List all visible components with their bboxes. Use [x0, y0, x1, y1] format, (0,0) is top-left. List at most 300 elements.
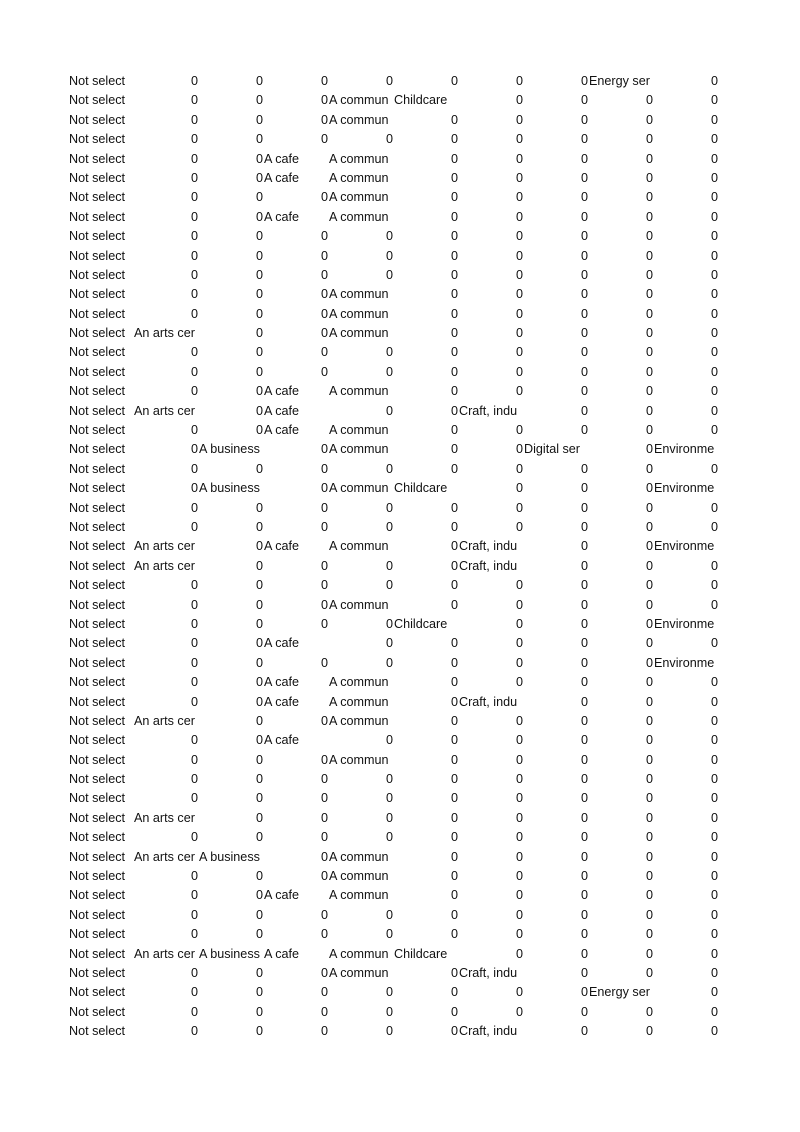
table-cell: 0 [710, 558, 718, 573]
table-cell: 0 [450, 772, 458, 787]
table-cell: A commun [329, 170, 389, 185]
table-cell: Not select [69, 1004, 125, 1019]
table-cell: 0 [255, 461, 263, 476]
table-row [69, 382, 717, 401]
table-cell: 0 [710, 519, 718, 534]
table-cell: 0 [190, 442, 198, 457]
table-cell: 0 [385, 519, 393, 534]
table-cell: 0 [515, 616, 523, 631]
table-row [69, 789, 717, 808]
table-cell: 0 [580, 384, 588, 399]
table-cell: Not select [69, 345, 125, 360]
table-cell: Not select [69, 713, 125, 728]
table-cell: 0 [515, 907, 523, 922]
table-cell: 0 [255, 578, 263, 593]
table-cell: 0 [580, 694, 588, 709]
table-cell: 0 [385, 655, 393, 670]
table-cell: 0 [580, 229, 588, 244]
table-cell: 0 [190, 190, 198, 205]
table-cell: Not select [69, 500, 125, 515]
table-cell: 0 [580, 248, 588, 263]
table-cell: 0 [320, 1024, 328, 1039]
table-cell: 0 [190, 287, 198, 302]
table-row [69, 693, 717, 712]
table-row [69, 557, 717, 576]
table-cell: 0 [190, 578, 198, 593]
table-row [69, 208, 717, 227]
table-cell: Not select [69, 927, 125, 942]
table-row [69, 499, 717, 518]
table-cell: 0 [515, 597, 523, 612]
table-cell: 0 [450, 326, 458, 341]
table-cell: 0 [255, 267, 263, 282]
table-cell: 0 [190, 927, 198, 942]
table-cell: 0 [580, 500, 588, 515]
table-cell: 0 [710, 985, 718, 1000]
table-cell: Childcare [394, 481, 448, 496]
table-row [69, 169, 717, 188]
table-cell: 0 [710, 810, 718, 825]
table-cell: 0 [645, 694, 653, 709]
table-row [69, 343, 717, 362]
table-cell: 0 [645, 345, 653, 360]
table-cell: 0 [580, 597, 588, 612]
table-cell: 0 [385, 927, 393, 942]
table-cell: 0 [710, 93, 718, 108]
table-cell: 0 [580, 423, 588, 438]
table-cell: 0 [710, 791, 718, 806]
table-cell: 0 [450, 267, 458, 282]
table-cell: Not select [69, 461, 125, 476]
table-cell: Not select [69, 209, 125, 224]
table-cell: 0 [710, 578, 718, 593]
table-cell: 0 [450, 558, 458, 573]
table-cell: 0 [255, 326, 263, 341]
table-cell: A commun [329, 306, 389, 321]
table-cell: 0 [710, 248, 718, 263]
table-cell: 0 [515, 74, 523, 88]
table-cell: 0 [710, 267, 718, 282]
table-cell: 0 [515, 675, 523, 690]
table-cell: 0 [515, 112, 523, 127]
table-cell: 0 [580, 675, 588, 690]
table-row [69, 731, 717, 750]
table-cell: 0 [645, 636, 653, 651]
table-cell: Craft, indu [459, 558, 518, 573]
table-cell: 0 [645, 403, 653, 418]
table-cell: 0 [190, 306, 198, 321]
table-cell: 0 [710, 713, 718, 728]
table-cell: 0 [255, 616, 263, 631]
table-cell: Craft, indu [459, 694, 518, 709]
table-cell: 0 [190, 733, 198, 748]
table-cell: 0 [450, 519, 458, 534]
table-cell: 0 [515, 869, 523, 884]
table-cell: 0 [645, 655, 653, 670]
table-cell: 0 [710, 170, 718, 185]
table-cell: 0 [580, 461, 588, 476]
table-cell: An arts cer [134, 713, 195, 728]
table-cell: 0 [320, 442, 328, 457]
table-cell: Not select [69, 442, 125, 457]
table-cell: 0 [255, 132, 263, 147]
table-cell: 0 [710, 500, 718, 515]
table-cell: 0 [450, 965, 458, 980]
table-cell: 0 [320, 927, 328, 942]
table-row [69, 1022, 717, 1041]
table-row [69, 91, 717, 110]
table-cell: 0 [450, 888, 458, 903]
table-cell: 0 [645, 597, 653, 612]
table-cell: 0 [255, 209, 263, 224]
table-cell: 0 [255, 869, 263, 884]
table-row [69, 828, 717, 847]
table-cell: 0 [255, 170, 263, 185]
table-cell: 0 [645, 946, 653, 961]
table-cell: Not select [69, 655, 125, 670]
table-cell: 0 [580, 616, 588, 631]
table-cell: A commun [329, 326, 389, 341]
table-cell: 0 [255, 558, 263, 573]
table-cell: 0 [710, 772, 718, 787]
table-cell: 0 [190, 112, 198, 127]
table-cell: Not select [69, 423, 125, 438]
table-cell: 0 [645, 713, 653, 728]
table-cell: An arts cer [134, 810, 195, 825]
table-cell: 0 [385, 229, 393, 244]
table-cell: 0 [255, 752, 263, 767]
table-row [69, 440, 717, 459]
table-cell: 0 [580, 539, 588, 554]
table-cell: 0 [320, 869, 328, 884]
table-cell: 0 [385, 248, 393, 263]
table-cell: 0 [450, 655, 458, 670]
table-cell: 0 [645, 190, 653, 205]
table-cell: 0 [255, 1024, 263, 1039]
table-cell: 0 [580, 965, 588, 980]
table-cell: 0 [580, 209, 588, 224]
table-cell: 0 [320, 132, 328, 147]
table-row [69, 188, 717, 207]
table-cell: 0 [190, 907, 198, 922]
table-cell: 0 [515, 190, 523, 205]
table-cell: 0 [515, 519, 523, 534]
table-cell: 0 [320, 326, 328, 341]
table-cell: A commun [329, 713, 389, 728]
table-cell: Not select [69, 985, 125, 1000]
table-cell: 0 [710, 694, 718, 709]
table-cell: 0 [580, 927, 588, 942]
table-row [69, 634, 717, 653]
table-cell: 0 [255, 229, 263, 244]
table-row [69, 479, 717, 498]
table-cell: A cafe [264, 694, 300, 709]
table-cell: Not select [69, 869, 125, 884]
table-row [69, 596, 717, 615]
table-cell: Not select [69, 248, 125, 263]
table-cell: 0 [580, 151, 588, 166]
table-cell: 0 [255, 112, 263, 127]
table-cell: 0 [255, 403, 263, 418]
table-cell: 0 [515, 791, 523, 806]
table-cell: 0 [385, 830, 393, 845]
table-cell: 0 [320, 791, 328, 806]
table-cell: 0 [450, 713, 458, 728]
table-cell: Energy ser [589, 74, 650, 88]
table-cell: Not select [69, 384, 125, 399]
table-row [69, 848, 717, 867]
table-cell: 0 [710, 287, 718, 302]
table-cell: 0 [385, 772, 393, 787]
table-row [69, 576, 717, 595]
table-cell: 0 [255, 772, 263, 787]
table-cell: 0 [515, 229, 523, 244]
table-cell: 0 [645, 888, 653, 903]
table-cell: 0 [580, 810, 588, 825]
table-row [69, 537, 717, 556]
table-cell: 0 [515, 287, 523, 302]
table-cell: 0 [580, 403, 588, 418]
table-cell: 0 [190, 636, 198, 651]
table-cell: 0 [515, 442, 523, 457]
table-cell: 0 [515, 830, 523, 845]
table-cell: 0 [450, 791, 458, 806]
table-cell: Craft, indu [459, 965, 518, 980]
table-cell: 0 [450, 694, 458, 709]
table-cell: 0 [190, 481, 198, 496]
table-cell: Energy ser [589, 985, 650, 1000]
table-cell: 0 [320, 655, 328, 670]
table-row [69, 421, 717, 440]
table-cell: 0 [450, 364, 458, 379]
table-row [69, 227, 717, 246]
table-cell: 0 [320, 985, 328, 1000]
table-cell: A cafe [264, 539, 300, 554]
table-cell: 0 [515, 209, 523, 224]
table-cell: Not select [69, 364, 125, 379]
table-cell: 0 [385, 74, 393, 88]
table-cell: Environme [654, 616, 715, 631]
table-row [69, 615, 717, 634]
table-cell: 0 [450, 112, 458, 127]
table-cell: 0 [450, 985, 458, 1000]
table-cell: 0 [580, 946, 588, 961]
table-cell: 0 [645, 907, 653, 922]
table-cell: Not select [69, 772, 125, 787]
table-row [69, 111, 717, 130]
table-row [69, 945, 717, 964]
table-cell: A business [199, 442, 260, 457]
table-cell: 0 [515, 481, 523, 496]
table-cell: Not select [69, 849, 125, 864]
table-cell: Not select [69, 636, 125, 651]
table-cell: 0 [710, 461, 718, 476]
table-cell: 0 [385, 907, 393, 922]
table-cell: 0 [320, 752, 328, 767]
table-cell: 0 [515, 849, 523, 864]
table-cell: 0 [190, 597, 198, 612]
table-cell: 0 [515, 170, 523, 185]
table-cell: 0 [580, 752, 588, 767]
table-cell: 0 [385, 345, 393, 360]
table-cell: A cafe [264, 209, 300, 224]
table-cell: 0 [450, 287, 458, 302]
table-row [69, 324, 717, 343]
table-cell: 0 [580, 306, 588, 321]
table-cell: A commun [329, 869, 389, 884]
table-cell: 0 [450, 132, 458, 147]
table-row [69, 460, 717, 479]
table-cell: Not select [69, 830, 125, 845]
table-row [69, 1003, 717, 1022]
table-cell: A cafe [264, 423, 300, 438]
table-cell: 0 [450, 209, 458, 224]
table-cell: 0 [385, 616, 393, 631]
table-cell: 0 [190, 694, 198, 709]
table-cell: 0 [450, 500, 458, 515]
table-cell: 0 [710, 1024, 718, 1039]
table-cell: Not select [69, 888, 125, 903]
table-cell: 0 [645, 481, 653, 496]
table-cell: 0 [255, 539, 263, 554]
table-cell: 0 [255, 1004, 263, 1019]
table-cell: 0 [515, 267, 523, 282]
table-cell: 0 [320, 287, 328, 302]
table-cell: 0 [320, 190, 328, 205]
table-cell: 0 [450, 907, 458, 922]
table-cell: 0 [645, 209, 653, 224]
table-cell: Not select [69, 287, 125, 302]
table-cell: 0 [645, 1004, 653, 1019]
table-cell: 0 [645, 248, 653, 263]
table-cell: 0 [710, 946, 718, 961]
table-cell: 0 [190, 616, 198, 631]
table-cell: 0 [515, 500, 523, 515]
table-cell: 0 [645, 442, 653, 457]
table-cell: 0 [450, 190, 458, 205]
table-row [69, 363, 717, 382]
table-cell: 0 [190, 384, 198, 399]
table-cell: 0 [385, 132, 393, 147]
table-cell: A commun [329, 384, 389, 399]
table-cell: 0 [320, 364, 328, 379]
table-cell: 0 [190, 519, 198, 534]
table-cell: 0 [515, 132, 523, 147]
table-cell: 0 [320, 616, 328, 631]
table-cell: 0 [450, 74, 458, 88]
table-cell: 0 [645, 810, 653, 825]
table-cell: Not select [69, 752, 125, 767]
table-cell: 0 [580, 267, 588, 282]
table-cell: Digital ser [524, 442, 580, 457]
table-row [69, 712, 717, 731]
table-cell: Childcare [394, 93, 448, 108]
table-cell: 0 [385, 985, 393, 1000]
table-cell: 0 [255, 151, 263, 166]
table-cell: 0 [320, 345, 328, 360]
table-cell: Not select [69, 519, 125, 534]
table-cell: 0 [645, 93, 653, 108]
table-cell: Childcare [394, 616, 448, 631]
table-cell: 0 [580, 190, 588, 205]
table-cell: Environme [654, 481, 715, 496]
table-cell: 0 [255, 93, 263, 108]
table-cell: 0 [710, 675, 718, 690]
table-cell: 0 [645, 519, 653, 534]
table-cell: 0 [190, 772, 198, 787]
table-row [69, 673, 717, 692]
table-cell: 0 [710, 927, 718, 942]
table-cell: 0 [320, 248, 328, 263]
table-cell: 0 [255, 733, 263, 748]
table-cell: 0 [645, 733, 653, 748]
table-cell: 0 [710, 403, 718, 418]
table-cell: 0 [450, 423, 458, 438]
table-cell: 0 [710, 888, 718, 903]
table-row [69, 809, 717, 828]
table-cell: A commun [329, 946, 389, 961]
table-cell: Not select [69, 946, 125, 961]
table-cell: 0 [190, 93, 198, 108]
table-cell: 0 [450, 869, 458, 884]
table-cell: 0 [385, 1024, 393, 1039]
table-cell: 0 [320, 461, 328, 476]
table-cell: 0 [710, 132, 718, 147]
table-cell: 0 [710, 364, 718, 379]
table-cell: 0 [255, 384, 263, 399]
table-cell: 0 [580, 869, 588, 884]
table-cell: 0 [320, 578, 328, 593]
table-cell: A commun [329, 888, 389, 903]
table-row [69, 654, 717, 673]
table-cell: Not select [69, 810, 125, 825]
table-cell: 0 [515, 985, 523, 1000]
table-cell: A commun [329, 423, 389, 438]
table-cell: Not select [69, 481, 125, 496]
table-cell: 0 [645, 616, 653, 631]
table-cell: 0 [710, 965, 718, 980]
table-cell: 0 [710, 849, 718, 864]
table-cell: 0 [320, 1004, 328, 1019]
table-cell: Craft, indu [459, 1024, 518, 1039]
table-cell: An arts cer [134, 539, 195, 554]
table-cell: 0 [320, 267, 328, 282]
table-cell: 0 [580, 636, 588, 651]
table-cell: 0 [450, 539, 458, 554]
table-cell: 0 [450, 810, 458, 825]
table-cell: A commun [329, 190, 389, 205]
table-cell: A commun [329, 694, 389, 709]
table-cell: 0 [385, 500, 393, 515]
table-cell: Not select [69, 190, 125, 205]
table-cell: 0 [580, 578, 588, 593]
table-cell: A business [199, 849, 260, 864]
table-cell: 0 [255, 713, 263, 728]
table-cell: 0 [580, 791, 588, 806]
table-cell: 0 [515, 752, 523, 767]
table-cell: 0 [450, 733, 458, 748]
table-row [69, 964, 717, 983]
table-cell: 0 [580, 326, 588, 341]
table-cell: 0 [515, 248, 523, 263]
table-cell: 0 [710, 636, 718, 651]
table-cell: 0 [515, 888, 523, 903]
table-cell: Not select [69, 675, 125, 690]
table-cell: 0 [385, 810, 393, 825]
table-cell: 0 [320, 830, 328, 845]
table-cell: 0 [580, 713, 588, 728]
table-cell: A commun [329, 849, 389, 864]
